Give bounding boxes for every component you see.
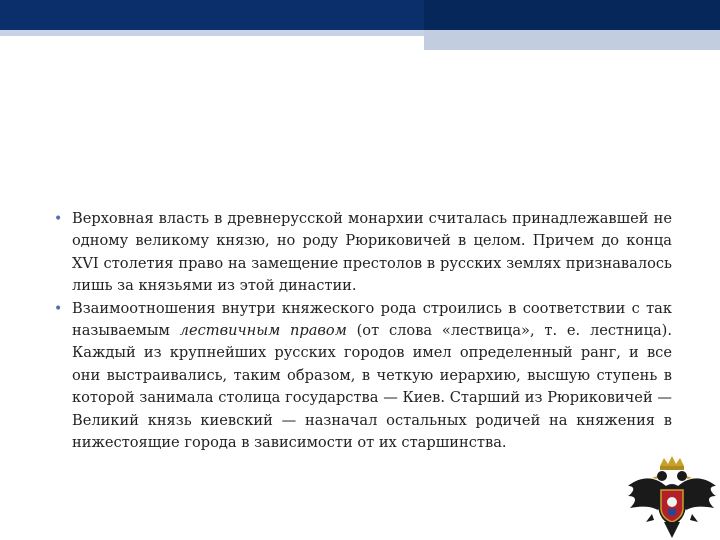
bullet-text-continued: (от слова «лествица», т. е. лестница). Каждый из крупнейших русских городов имел определенный ранг, и все они выстраивались, таким образом, в четкую иерархию, высшую ступень в которой занимала столица государства — Киев. Старший из Рюриковичей — Великий князь киевский — назначал остальных родичей на княжения в нижестоящие города в зависимости от их старшинства. <box>72 322 672 452</box>
bullet-item <box>54 208 672 298</box>
header-bar-accent <box>424 0 720 30</box>
bullet-dot-icon: • <box>54 300 63 317</box>
header-underline-block <box>424 30 720 50</box>
header-underline <box>0 30 424 36</box>
slide-body <box>54 208 672 454</box>
bullet-text: Верховная власть в древнерусской монархии считалась принадлежавшей не одному великому князю, но роду Рюриковичей в целом. Причем до конца XVI столетия право на замещение престолов в русских землях признавалось лишь за князьями из этой династии. <box>72 210 672 295</box>
double-headed-eagle-coat-of-arms-icon <box>624 456 720 540</box>
bullet-dot-icon: • <box>54 211 63 227</box>
bullet-item <box>54 298 672 455</box>
bullet-text: Взаимоотношения внутри княжеского рода строились в соответствии с так называемым <box>72 299 672 340</box>
emphasized-term: лествичным правом <box>179 322 347 340</box>
